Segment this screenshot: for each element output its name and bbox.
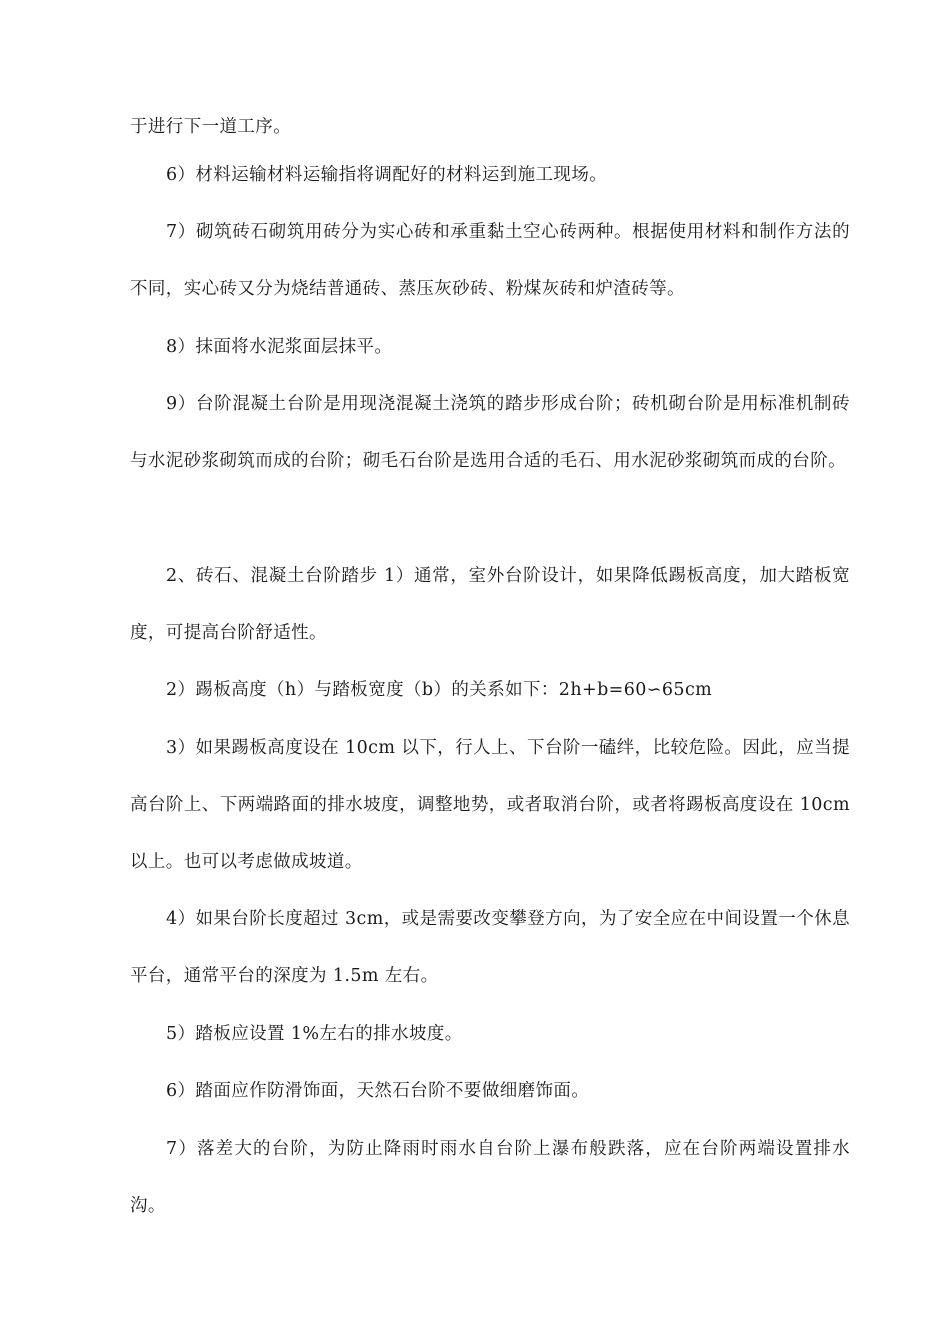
paragraph-item-9-steps: 9）台阶混凝土台阶是用现浇混凝土浇筑的踏步形成台阶；砖机砌台阶是用标准机制砖与水泥砂浆砌筑而成的台阶；砌毛石台阶是选用合适的毛石、用水泥砂浆砌筑而成的台阶。 — [130, 394, 850, 471]
paragraph-item-7-masonry: 7）砌筑砖石砌筑用砖分为实心砖和承重黏土空心砖两种。根据使用材料和制作方法的不同，实心砖又分为烧结普通砖、蒸压灰砂砖、粉煤灰砖和炉渣砖等。 — [130, 222, 850, 299]
paragraph-step-relation: 2）踢板高度（h）与踏板宽度（b）的关系如下：2h+b=60∽65cm — [166, 680, 713, 700]
paragraph-riser-height: 3）如果踢板高度设在 10cm 以下，行人上、下台阶一磕绊，比较危险。因此，应当提高台阶上、下两端路面的排水坡度，调整地势，或者取消台阶，或者将踢板高度设在 10cm 以上。也可以考虑做成坡道。 — [130, 738, 850, 872]
paragraph-item-6-material-transport: 6）材料运输材料运输指将调配好的材料运到施工现场。 — [166, 165, 608, 185]
paragraph-continuation: 于进行下一道工序。 — [130, 117, 292, 137]
paragraph-section-2-steps: 2、砖石、混凝土台阶踏步 1）通常，室外台阶设计，如果降低踢板高度，加大踏板宽度，可提高台阶舒适性。 — [130, 566, 850, 643]
paragraph-rest-platform: 4）如果台阶长度超过 3cm，或是需要改变攀登方向，为了安全应在中间设置一个休息平台，通常平台的深度为 1.5m 左右。 — [130, 909, 850, 986]
paragraph-drain-ditch: 7）落差大的台阶，为防止降雨时雨水自台阶上瀑布般跌落，应在台阶两端设置排水沟。 — [130, 1139, 850, 1216]
paragraph-drainage-slope: 5）踏板应设置 1%左右的排水坡度。 — [166, 1024, 463, 1044]
paragraph-anti-slip: 6）踏面应作防滑饰面，天然石台阶不要做细磨饰面。 — [166, 1081, 590, 1101]
paragraph-item-8-plastering: 8）抹面将水泥浆面层抹平。 — [166, 337, 393, 357]
